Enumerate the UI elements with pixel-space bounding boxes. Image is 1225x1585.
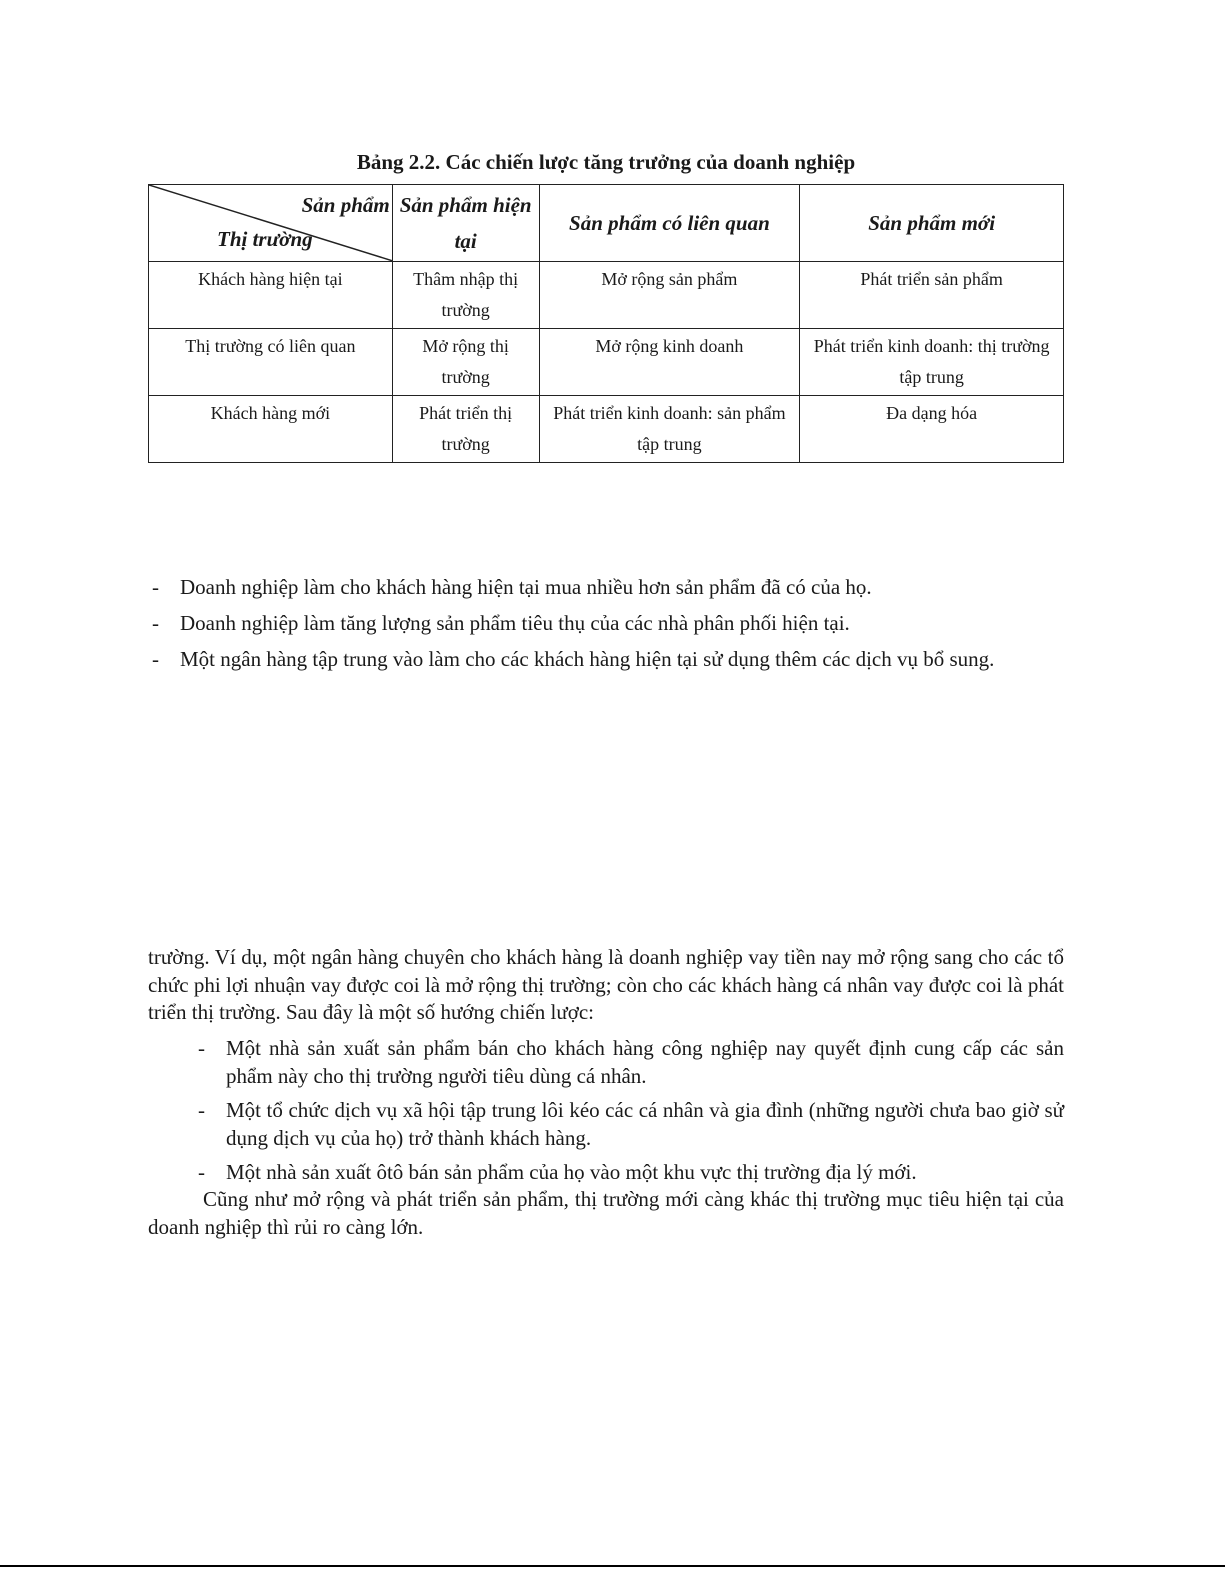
- header-current-product: Sản phẩm hiện tại: [392, 185, 539, 262]
- bullet-list-strategies: [198, 1034, 1064, 1192]
- corner-market-label: Thị trường: [217, 227, 313, 251]
- dash-bullet: -: [198, 1160, 205, 1184]
- growth-strategy-table: [148, 184, 1064, 463]
- list-item: [198, 1034, 1064, 1090]
- dash-bullet: -: [152, 575, 159, 599]
- dash-bullet: -: [198, 1036, 205, 1060]
- paragraph-market-development: trường. Ví dụ, một ngân hàng chuyên cho khách hàng là doanh nghiệp vay tiền nay mở rộng sang cho các tổ chức phi lợi nhuận vay được coi là mở rộng thị trường; còn cho các khách hàng cá nhân vay được coi là phát triển thị trường. Sau đây là một số hướng chiến lược:: [148, 945, 1064, 1024]
- header-new-product: Sản phẩm mới: [800, 185, 1064, 262]
- list-item-text: Một tổ chức dịch vụ xã hội tập trung lôi kéo các cá nhân và gia đình (những người chưa bao giờ sử dụng dịch vụ của họ) trở thành khách hàng.: [226, 1098, 1064, 1150]
- dash-bullet: -: [152, 611, 159, 635]
- table-cell: Đa dạng hóa: [800, 396, 1064, 463]
- list-item: [152, 573, 1064, 601]
- dash-bullet: -: [198, 1098, 205, 1122]
- table-cell: Mở rộng sản phẩm: [539, 262, 800, 329]
- table-cell: Thâm nhập thị trường: [392, 262, 539, 329]
- header-related-product: Sản phẩm có liên quan: [539, 185, 800, 262]
- row-market-label: Thị trường có liên quan: [149, 329, 393, 396]
- table-cell: Mở rộng kinh doanh: [539, 329, 800, 396]
- list-item: [198, 1096, 1064, 1152]
- table-cell: Phát triển kinh doanh: sản phẩm tập trung: [539, 396, 800, 463]
- row-market-label: Khách hàng hiện tại: [149, 262, 393, 329]
- list-item-text: Một nhà sản xuất sản phẩm bán cho khách hàng công nghiệp nay quyết định cung cấp các sản phẩm này cho thị trường người tiêu dùng cá nhân.: [226, 1036, 1064, 1088]
- list-item-text: Doanh nghiệp làm cho khách hàng hiện tại mua nhiều hơn sản phẩm đã có của họ.: [180, 575, 872, 599]
- page-bottom-rule: [0, 1565, 1225, 1567]
- corner-product-label: Sản phẩm: [301, 193, 390, 217]
- list-item: [152, 609, 1064, 637]
- list-item-text: Một ngân hàng tập trung vào làm cho các khách hàng hiện tại sử dụng thêm các dịch vụ bổ sung.: [180, 647, 995, 671]
- bullet-list-penetration: [152, 573, 1064, 681]
- list-item: [152, 645, 1064, 673]
- row-market-label: Khách hàng mới: [149, 396, 393, 463]
- list-item-text: Một nhà sản xuất ôtô bán sản phẩm của họ vào một khu vực thị trường địa lý mới.: [226, 1160, 917, 1184]
- paragraph-risk: Cũng như mở rộng và phát triển sản phẩm, thị trường mới càng khác thị trường mục tiêu hiện tại của doanh nghiệp thì rủi ro càng lớn.: [148, 1187, 1064, 1239]
- table-caption: Bảng 2.2. Các chiến lược tăng trưởng của doanh nghiệp: [356, 150, 856, 174]
- table-row: [149, 396, 1064, 463]
- table-row: [149, 262, 1064, 329]
- table-header-row: [149, 185, 1064, 262]
- table-cell: Phát triển kinh doanh: thị trường tập trung: [800, 329, 1064, 396]
- table-row: [149, 329, 1064, 396]
- list-item: [198, 1158, 1064, 1186]
- dash-bullet: -: [152, 647, 159, 671]
- table-cell: Phát triển sản phẩm: [800, 262, 1064, 329]
- table-cell: Phát triển thị trường: [392, 396, 539, 463]
- list-item-text: Doanh nghiệp làm tăng lượng sản phẩm tiêu thụ của các nhà phân phối hiện tại.: [180, 611, 850, 635]
- table-cell: Mở rộng thị trường: [392, 329, 539, 396]
- corner-cell: [149, 185, 393, 262]
